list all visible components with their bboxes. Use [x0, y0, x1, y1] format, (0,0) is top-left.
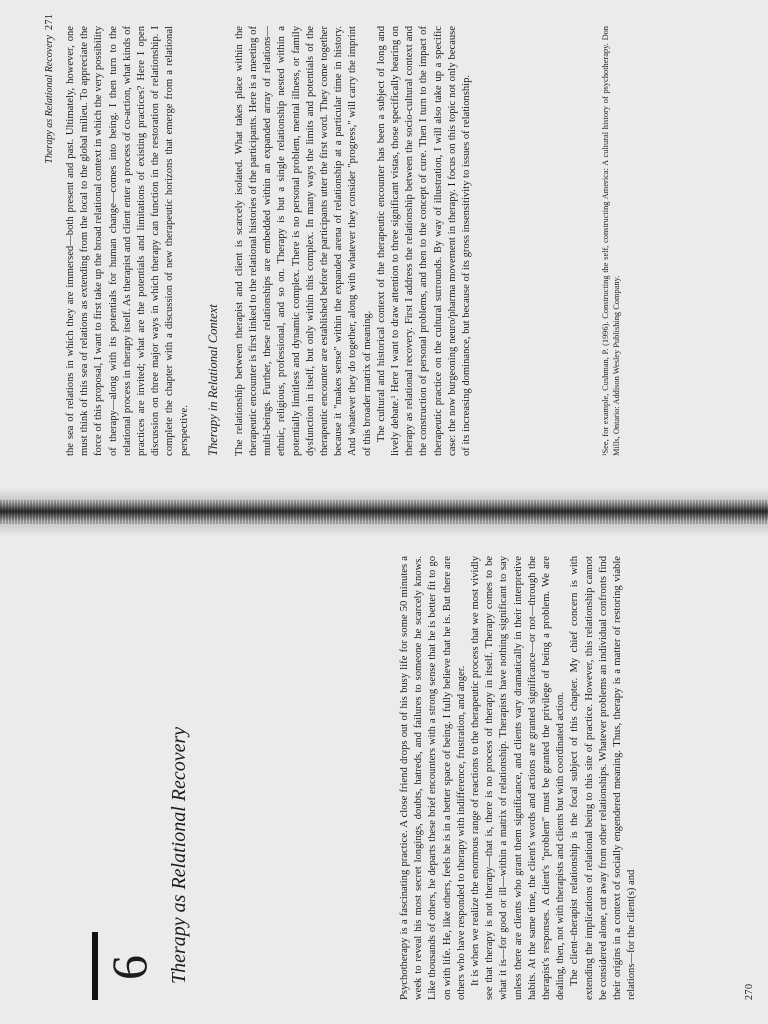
footnote: ¹See, for example, Cushman, P. (1996). Constructing the self, constructing America: A cultural history of psychotherapy. Don Mills, Ontario: Addison Wesley Publishing Company. — [601, 26, 621, 456]
page-number-right: 271 — [44, 13, 55, 30]
page-number-left: 270 — [744, 983, 755, 1000]
gutter-scan-noise — [0, 500, 768, 524]
right-body-text — [64, 26, 474, 456]
left-body-text — [398, 556, 639, 1000]
paragraph: The relationship between therapist and client is scarcely isolated. What takes place within the therapeutic encounter is first linked to the relational histories of the participants. Here is a meeting of multi-beings. Further, these relationships are embedded within an expanded array of relations—ethnic, religious, professional, and so on. Therapy is but a single relationship nested within a potentially limitless and dynamic complex. There is no personal problem, mental illness, or family dysfunction in itself, but only within this complex. In many ways the limits and potentials of the therapeutic encounter are established before the participants utter the first word. They come together because it "makes sense" within the expanded arena of relationship at a particular time in history. And whatever they do together, along with whatever they consider "progress," will carry the imprint of this broader matrix of meaning. — [233, 26, 373, 456]
paragraph: The client–therapist relationship is the focal subject of this chapter. My chief concern is with extending the implications of relational being to this site of practice. However, this relationship cannot be considered alone, cut away from other relationships. Whatever problems an individual confronts find their origins in a context of socially engendered meaning. Thus, therapy is a matter of restoring viable relations—for the client(s) and — [569, 556, 638, 1000]
chapter-rule — [92, 932, 98, 1000]
right-page — [0, 0, 768, 500]
chapter-number: 6 — [101, 955, 157, 980]
running-head: Therapy as Relational Recovery — [44, 35, 55, 164]
chapter-title: Therapy as Relational Recovery — [168, 726, 190, 984]
paragraph: the sea of relations in which they are immersed—both present and past. Ultimately, however, one must think of this sea of relations as extending from the local to the global milieu. To appreciate the force of this proposal, I want to first take up the broad relational context in which the very possibility of therapy—along with its potentials for human change—comes into being. I then turn to the relational process in therapy itself. As therapist and client enter a process of co-action, what kinds of practices are invited; what are the potentials and limitations of existing practices? Here I open discussion on three major ways in which therapy can function in the restoration of relationship. I complete the chapter with a discussion of new therapeutic horizons that emerge from a relational perspective. — [65, 26, 190, 456]
left-page — [0, 524, 768, 1024]
section-heading: Therapy in Relational Context — [205, 304, 220, 456]
paragraph: It is when we realize the enormous range of reactions to the therapeutic process that we most vividly see that therapy is not therapy—that is, there is no process of therapy in itself. Therapy comes to be what it is—for good or ill—within a matrix of relationship. Therapists have nothing significant to say unless there are clients who grant them significance, and clients vary dramatically in their interpretive habits. At the same time, the client's words and actions are granted significance—or not—through the therapist's responses. A client's "problem" must be granted the privilege of being a problem. We are dealing, then, not with therapists and clients but with coordinated action. — [470, 556, 567, 1000]
paragraph: The cultural and historical context of the therapeutic encounter has been a subject of long and lively debate.¹ Here I want to draw attention to three significant vistas, those specifically bearing on therapy as relational recovery. First I address the relationship between the socio-cultural context and the construction of personal problems, and then to the concept of cure. Then I turn to the impact of therapeutic practice on the cultural surrounds. By way of illustration, I will also take up a specific case: the now burgeoning neuro/pharma movement in therapy. I focus on this topic not only because of its increasing dominance, but because of its gross insensitivity to issues of relationship. — [375, 26, 473, 456]
paragraph: Psychotherapy is a fascinating practice. A close friend drops out of his busy life for some 50 minutes a week to reveal his most secret longings, doubts, hatreds, and failures to someone he scarcely knows. Like thousands of others, he departs these brief encounters with a strong sense that he is better fit to go on with life. He, like others, feels he is in a better space of being. I fully believe that he is. But there are others who have responded to therapy with indifference, frustration, and anger. — [399, 556, 467, 1000]
